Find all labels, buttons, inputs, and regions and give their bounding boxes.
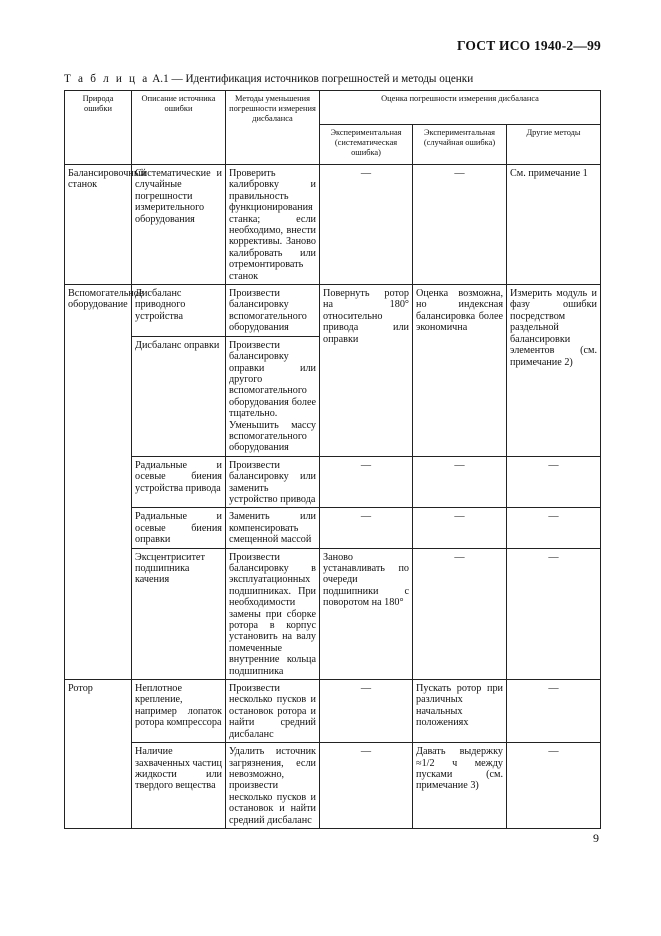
random-cell: — bbox=[413, 165, 507, 285]
table-caption-text: — Идентификация источников погрешностей и методы оценки bbox=[168, 73, 474, 85]
table-row bbox=[65, 285, 601, 337]
method-cell: Произвести балансировку или заменить устройство привода bbox=[226, 456, 320, 508]
description-cell: Наличие захваченных частиц жидкости или твердого вещества bbox=[132, 743, 226, 829]
method-cell: Произвести балансировку оправки или другого вспомогательного оборудования более тщательно. Уменьшить массу вспомогательного оборудования bbox=[226, 336, 320, 456]
other-cell: — bbox=[507, 743, 601, 829]
method-cell: Удалить источник загрязнения, если невозможно, произвести несколько пусков и остановок и найти средний дисбаланс bbox=[226, 743, 320, 829]
method-cell: Произвести балансировку вспомогательного оборудования bbox=[226, 285, 320, 337]
table-row bbox=[65, 165, 601, 285]
description-cell: Систематические и случайные погрешности измерительного оборудования bbox=[132, 165, 226, 285]
random-cell: — bbox=[413, 508, 507, 548]
method-cell: Заменить или компенсировать смещенной массой bbox=[226, 508, 320, 548]
method-cell: Произвести балансировку в эксплуатационных подшипниках. При необходимости замены при сборке ротора в корпус установить на валу помеченные внутренние кольца подшипника bbox=[226, 548, 320, 679]
header-experimental-systematic: Экспериментальная (систематическая ошибка) bbox=[320, 125, 413, 165]
header-evaluation: Оценка погрешности измерения дисбаланса bbox=[320, 91, 601, 125]
random-cell: — bbox=[413, 548, 507, 679]
method-cell: Проверить калибровку и правильность функционирования станка; если необходимо, внести коррективы. Заново калибровать или отремонтировать станок bbox=[226, 165, 320, 285]
table-caption-label: Т а б л и ц а bbox=[64, 73, 150, 85]
page-number: 9 bbox=[593, 831, 599, 845]
table-caption bbox=[64, 73, 473, 85]
header-experimental-random: Экспериментальная (случайная ошибка) bbox=[413, 125, 507, 165]
table-row bbox=[65, 548, 601, 679]
description-cell: Дисбаланс оправки bbox=[132, 336, 226, 456]
table-row bbox=[65, 456, 601, 508]
nature-cell: Вспомогательное оборудование bbox=[65, 285, 132, 680]
systematic-cell: — bbox=[320, 680, 413, 743]
random-cell: — bbox=[413, 456, 507, 508]
description-cell: Дисбаланс приводного устройства bbox=[132, 285, 226, 337]
random-cell: Давать выдержку ≈1/2 ч между пусками (см. примечание 3) bbox=[413, 743, 507, 829]
header-methods: Методы уменьшения погрешности измерения дисбаланса bbox=[226, 91, 320, 165]
systematic-cell: — bbox=[320, 743, 413, 829]
table-caption-number: А.1 bbox=[152, 73, 169, 85]
other-cell: Измерить модуль и фазу ошибки посредством раздельной балансировки элементов (см. примечание 2) bbox=[507, 285, 601, 457]
description-cell: Эксцентриситет подшипника качения bbox=[132, 548, 226, 679]
random-cell: Оценка возможна, но индексная балансировка более экономична bbox=[413, 285, 507, 457]
systematic-cell: — bbox=[320, 165, 413, 285]
systematic-cell: Заново устанавливать по очереди подшипники с поворотом на 180° bbox=[320, 548, 413, 679]
table-header-row bbox=[65, 91, 601, 125]
document-code: ГОСТ ИСО 1940-2—99 bbox=[456, 38, 601, 53]
description-cell: Радиальные и осевые биения устройства привода bbox=[132, 456, 226, 508]
systematic-cell: — bbox=[320, 456, 413, 508]
table-row bbox=[65, 743, 601, 829]
systematic-cell: — bbox=[320, 508, 413, 548]
other-cell: См. примечание 1 bbox=[507, 165, 601, 285]
nature-cell: Балансировочный станок bbox=[65, 165, 132, 285]
table-row bbox=[65, 680, 601, 743]
other-cell: — bbox=[507, 680, 601, 743]
error-sources-table bbox=[64, 90, 601, 829]
other-cell: — bbox=[507, 508, 601, 548]
other-cell: — bbox=[507, 456, 601, 508]
other-cell: — bbox=[507, 548, 601, 679]
description-cell: Радиальные и осевые биения оправки bbox=[132, 508, 226, 548]
header-other-methods: Другие методы bbox=[507, 125, 601, 165]
description-cell: Неплотное крепление, например лопаток ротора компрессора bbox=[132, 680, 226, 743]
method-cell: Произвести несколько пусков и остановок ротора и найти средний дисбаланс bbox=[226, 680, 320, 743]
header-description: Описание источника ошибки bbox=[132, 91, 226, 165]
random-cell: Пускать ротор при различных начальных положениях bbox=[413, 680, 507, 743]
header-nature: Природа ошибки bbox=[65, 91, 132, 165]
table-row bbox=[65, 508, 601, 548]
nature-cell: Ротор bbox=[65, 680, 132, 829]
systematic-cell: Повернуть ротор на 180° относительно привода или оправки bbox=[320, 285, 413, 457]
